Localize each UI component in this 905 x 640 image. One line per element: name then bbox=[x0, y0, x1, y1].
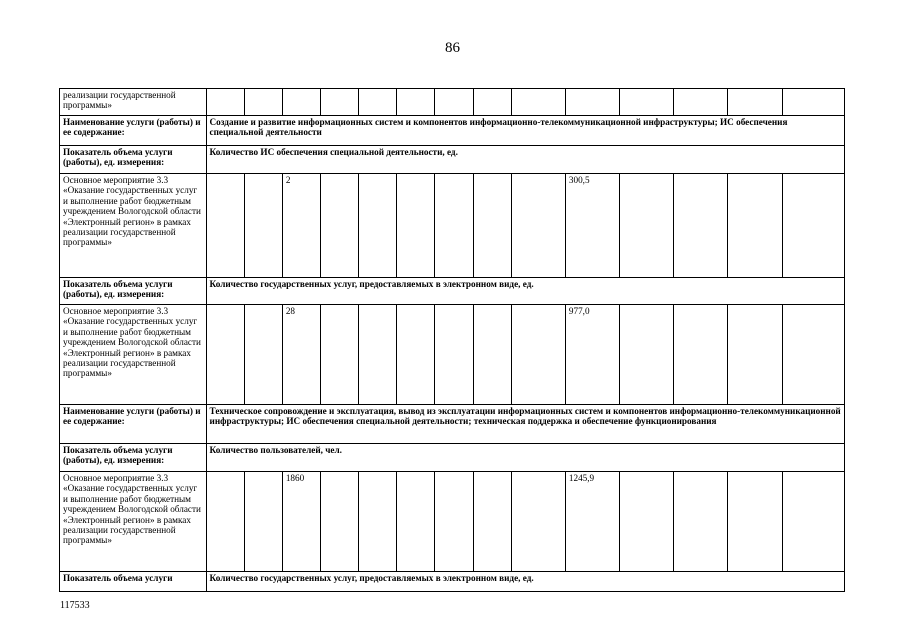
row-label-bold: Наименование услуги (работы) и ее содержание: bbox=[60, 116, 207, 146]
activity-label: Основное мероприятие 3.3 «Оказание государственных услуг и выполнение работ бюджетным учреждением Вологодской области «Электронный регион» в рамках реализации государственной программы» bbox=[60, 174, 207, 278]
value-cell bbox=[320, 174, 358, 278]
value-cell bbox=[473, 305, 511, 405]
table-row bbox=[60, 89, 845, 116]
value-cell bbox=[206, 305, 244, 405]
value-cell bbox=[359, 89, 397, 116]
value-cell: 977,0 bbox=[565, 305, 619, 405]
state-program-table bbox=[59, 88, 845, 592]
value-cell bbox=[206, 174, 244, 278]
value-cell bbox=[782, 174, 844, 278]
value-cell bbox=[620, 305, 674, 405]
table-header-row bbox=[60, 146, 845, 174]
table-body bbox=[60, 89, 845, 592]
value-cell bbox=[674, 89, 728, 116]
value-cell bbox=[397, 174, 435, 278]
value-cell bbox=[320, 89, 358, 116]
row-label-bold: Показатель объема услуги bbox=[60, 572, 207, 592]
page-number: 86 bbox=[445, 40, 460, 56]
value-cell bbox=[320, 472, 358, 572]
value-cell bbox=[565, 89, 619, 116]
value-cell bbox=[511, 472, 565, 572]
value-cell bbox=[782, 305, 844, 405]
table-header-row bbox=[60, 444, 845, 472]
value-cell: 300,5 bbox=[565, 174, 619, 278]
value-cell bbox=[359, 472, 397, 572]
value-cell bbox=[473, 174, 511, 278]
row-description: Создание и развитие информационных систем и компонентов информационно-телекоммуникационной инфраструктуры; ИС обеспечения специальной деятельности bbox=[206, 116, 844, 146]
value-cell bbox=[620, 174, 674, 278]
value-cell bbox=[206, 472, 244, 572]
value-cell bbox=[282, 89, 320, 116]
value-cell bbox=[397, 89, 435, 116]
value-cell bbox=[359, 305, 397, 405]
activity-label: Основное мероприятие 3.3 «Оказание государственных услуг и выполнение работ бюджетным учреждением Вологодской области «Электронный регион» в рамках реализации государственной программы» bbox=[60, 305, 207, 405]
table-row bbox=[60, 472, 845, 572]
value-cell bbox=[511, 89, 565, 116]
table-header-row bbox=[60, 405, 845, 444]
table-row bbox=[60, 174, 845, 278]
value-cell bbox=[728, 174, 782, 278]
value-cell bbox=[620, 89, 674, 116]
row-label-bold: Показатель объема услуги (работы), ед. измерения: bbox=[60, 146, 207, 174]
table-header-row bbox=[60, 278, 845, 305]
value-cell bbox=[435, 305, 473, 405]
value-cell bbox=[728, 472, 782, 572]
value-cell bbox=[244, 174, 282, 278]
table-header-row bbox=[60, 116, 845, 146]
value-cell bbox=[511, 174, 565, 278]
value-cell bbox=[782, 472, 844, 572]
value-cell bbox=[473, 89, 511, 116]
value-cell bbox=[473, 472, 511, 572]
value-cell bbox=[397, 305, 435, 405]
value-cell: 1245,9 bbox=[565, 472, 619, 572]
row-description: Количество государственных услуг, предоставляемых в электронном виде, ед. bbox=[206, 278, 844, 305]
value-cell bbox=[435, 89, 473, 116]
value-cell bbox=[244, 89, 282, 116]
table-header-row bbox=[60, 572, 845, 592]
row-label-bold: Показатель объема услуги (работы), ед. измерения: bbox=[60, 278, 207, 305]
value-cell bbox=[320, 305, 358, 405]
activity-label: Основное мероприятие 3.3 «Оказание государственных услуг и выполнение работ бюджетным учреждением Вологодской области «Электронный регион» в рамках реализации государственной программы» bbox=[60, 472, 207, 572]
value-cell bbox=[674, 305, 728, 405]
row-label-bold: Наименование услуги (работы) и ее содержание: bbox=[60, 405, 207, 444]
value-cell: 1860 bbox=[282, 472, 320, 572]
row-description: Количество государственных услуг, предоставляемых в электронном виде, ед. bbox=[206, 572, 844, 592]
value-cell bbox=[511, 305, 565, 405]
value-cell bbox=[435, 472, 473, 572]
row-description: Количество пользователей, чел. bbox=[206, 444, 844, 472]
value-cell bbox=[728, 305, 782, 405]
value-cell bbox=[782, 89, 844, 116]
row-label-bold: Показатель объема услуги (работы), ед. измерения: bbox=[60, 444, 207, 472]
value-cell bbox=[206, 89, 244, 116]
document-code: 117533 bbox=[60, 600, 90, 611]
value-cell bbox=[674, 174, 728, 278]
value-cell bbox=[728, 89, 782, 116]
value-cell bbox=[674, 472, 728, 572]
value-cell bbox=[620, 472, 674, 572]
row-description: Количество ИС обеспечения специальной деятельности, ед. bbox=[206, 146, 844, 174]
activity-label: реализации государственной программы» bbox=[60, 89, 207, 116]
value-cell bbox=[359, 174, 397, 278]
value-cell bbox=[435, 174, 473, 278]
value-cell bbox=[244, 472, 282, 572]
row-description: Техническое сопровождение и эксплуатация, вывод из эксплуатации информационных систем и компонентов информационно-телекоммуникационной инфраструктуры; ИС обеспечения специальной деятельности; техническая поддержка и обеспечение функционирования bbox=[206, 405, 844, 444]
value-cell bbox=[397, 472, 435, 572]
value-cell bbox=[244, 305, 282, 405]
table-row bbox=[60, 305, 845, 405]
value-cell: 28 bbox=[282, 305, 320, 405]
value-cell: 2 bbox=[282, 174, 320, 278]
